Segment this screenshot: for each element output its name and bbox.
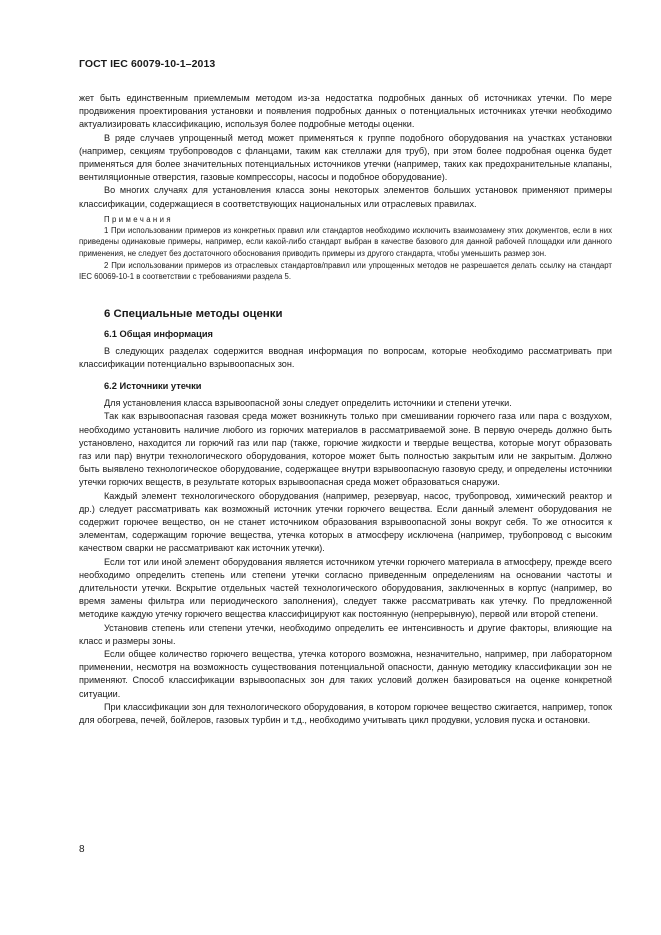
paragraph: При классификации зон для технологического оборудования, в котором горючее вещество сжигается, например, топок для обогрева, печей, бойлеров, газовых турбин и т.д., необходимо учитывать цикл продувки, условия пуска и остановки. — [79, 701, 612, 726]
paragraph: Так как взрывоопасная газовая среда может возникнуть только при смешивании горючего газа или пара с воздухом, необходимо установить наличие любого из горючих материалов в рассматриваемой зоне. В первую очередь должно быть установлено, находится ли горючий газ или пар (также, горючие жидкости и твердые вещества, которые могут образовать газ или пар) внутри технологического оборудования, которое может быть полностью закрытым или не закрытым. Должно быть выявлено технологическое оборудование, содержащее внутри взрывоопасную газовую среду, и определены источники утечки горючих веществ, в результате которых взрывоопасная среда может образоваться снаружи. — [79, 411, 612, 488]
paragraph: Каждый элемент технологического оборудования (например, резервуар, насос, трубопровод, химический реактор и др.) следует рассматривать как возможный источник утечки горючего вещества. Если данный элемент оборудования не содержит горючее вещество, он не станет источником образования взрывоопасной зоны вокруг себя. То же относится к элементам, содержащим горючие вещества, утечка которых в атмосферу исключена (например, трубопровод с высоким качеством сварки не рассматривают как источник утечки). — [79, 490, 612, 554]
paragraph: жет быть единственным приемлемым методом из-за недостатка подробных данных об источниках утечки. По мере продвижения проектирования установки и появления подробных данных о потенциальных источниках утечки необходимо актуализировать классификацию, используя более подробные методы оценки. — [79, 93, 612, 130]
paragraph: Установив степень или степени утечки, необходимо определить ее интенсивность и другие факторы, влияющие на класс и размеры зоны. — [79, 622, 612, 646]
page-number: 8 — [79, 844, 85, 855]
notes-title: Примечания — [104, 214, 174, 224]
note-2: 2 При использовании примеров из отраслевых стандартов/правил или упрощенных методов не разрешается делать ссылку на стандарт IEC 60069-10-1 в соответствии с требованиями раздела 5. — [79, 260, 612, 282]
paragraph: Если тот или иной элемент оборудования является источником утечки горючего материала в атмосферу, прежде всего необходимо определить степень или степени утечки согласно приведенным определениям на основании частоты и длительности утечки. Вскрытие отдельных частей технологического оборудования, заключенных в корпус (например, во время замены фильтра или периодического заполнения), следует также рассматривать как утечку. По предложенной методике каждую утечку горючего вещества классифицируют как постоянную (непрерывную), первой или второй степени. — [79, 556, 612, 620]
paragraph: В ряде случаев упрощенный метод может применяться к группе подобного оборудования на участках установки (например, секциям трубопроводов с фланцами, таким как стеллажи для труб), при этом более подробная оценка будет применяться для более значительных потенциальных источников утечки (например, таких как предохранительные клапаны, вентиляционные отверстия, газовые компрессоры, насосы и подобное оборудование). — [79, 132, 612, 183]
paragraph: В следующих разделах содержится вводная информация по вопросам, которые необходимо рассматривать при классификации потенциально взрывоопасных зон. — [79, 345, 612, 369]
paragraph: Во многих случаях для установления класса зоны некоторых элементов больших установок применяют примеры классификации, содержащиеся в соответствующих национальных или отраслевых правилах. — [79, 185, 612, 209]
note-1: 1 При использовании примеров из конкретных правил или стандартов необходимо исключить взаимозамену этих документов, если в них приведены одинаковые примеры, например, если какой-либо стандарт выбран в качестве базового для данной рабочей площадки или данного применения, не следует без достаточного обоснования приводить примеры из другого стандарта, чтобы уменьшить размер зон. — [79, 225, 612, 259]
paragraph: Для установления класса взрывоопасной зоны следует определить источники и степени утечки. — [104, 398, 512, 409]
section-heading: 6 Специальные методы оценки — [104, 307, 283, 320]
paragraph: Если общее количество горючего вещества, утечка которого возможна, незначительно, например, при лабораторном применении, несмотря на возможность существования потенциальной опасности, данную методику классификации зон не применяют. Способ классификации взрывоопасных зон для таких условий должен базироваться на оценке конкретной ситуации. — [79, 649, 612, 699]
subsection-heading: 6.2 Источники утечки — [104, 381, 202, 392]
page-header: ГОСТ IEC 60079-10-1–2013 — [79, 58, 216, 70]
document-page — [79, 58, 612, 727]
subsection-heading: 6.1 Общая информация — [104, 328, 213, 339]
